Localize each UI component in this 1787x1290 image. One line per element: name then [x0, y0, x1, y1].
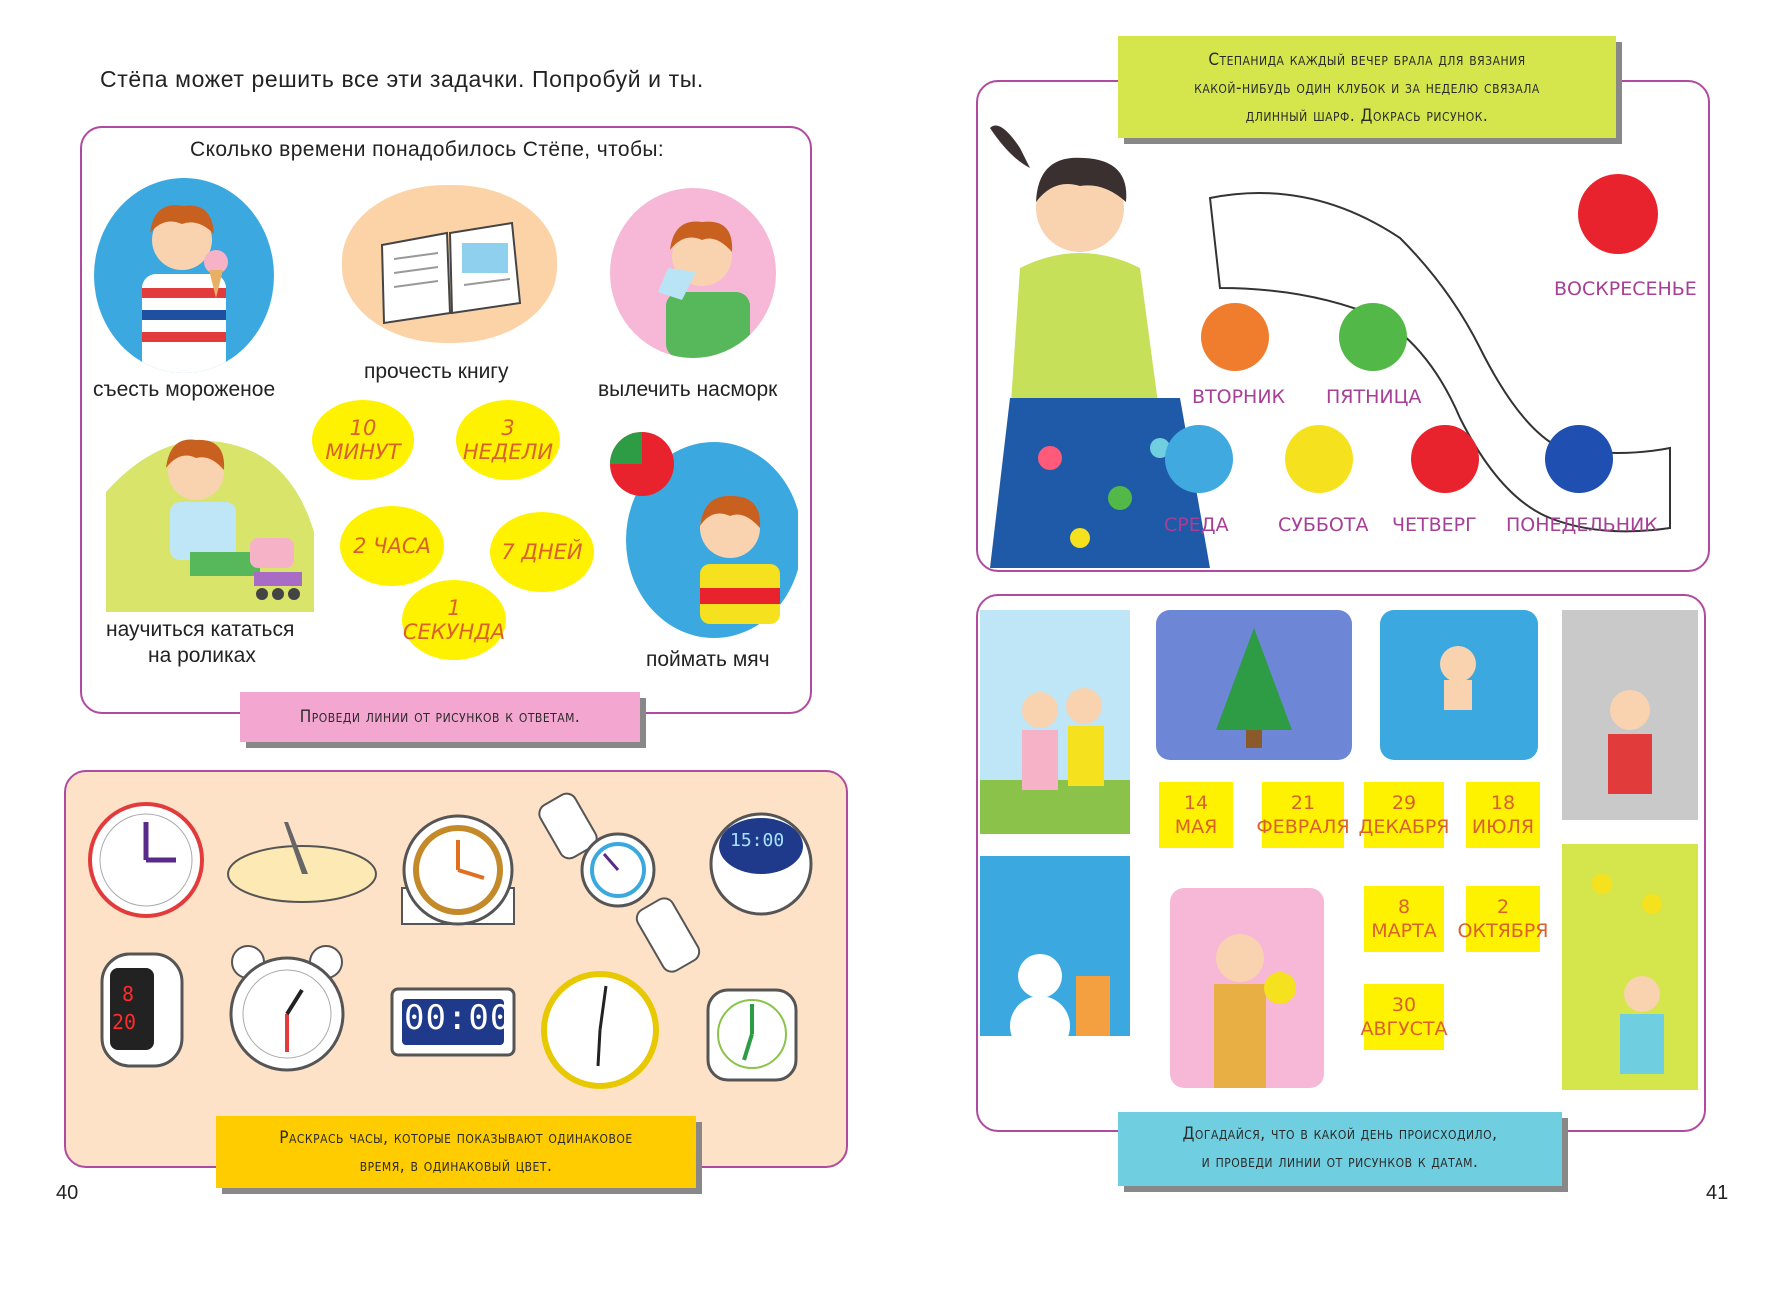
mantel-clock-icon[interactable] — [396, 804, 520, 928]
yarn-label-monday: ПОНЕДЕЛЬНИК — [1506, 514, 1658, 536]
answer-value: 2 ЧАСА — [353, 534, 431, 558]
sundial-icon[interactable] — [224, 814, 380, 910]
task1-instruction-banner — [240, 692, 640, 742]
task2-instruction-line1: Раскрась часы, которые показывают одинаковое — [279, 1128, 633, 1148]
task2-instruction-line2: время, в одинаковый цвет. — [359, 1156, 553, 1176]
open-book-illustration[interactable] — [342, 185, 557, 343]
activity-label-rollerblades-line1: научиться кататься — [106, 618, 295, 641]
date-month: МАРТА — [1371, 920, 1437, 942]
digital-clock-time-1500: 15:00 — [730, 830, 785, 851]
yarn-ball-wednesday[interactable] — [1162, 422, 1236, 496]
date-day: 2 — [1496, 896, 1510, 918]
autumn-leaves-illustration[interactable] — [1562, 610, 1698, 820]
date-day: 8 — [1397, 896, 1411, 918]
answer-bubble-10-minutes[interactable] — [312, 400, 414, 480]
activity-label-book: прочесть книгу — [364, 360, 509, 383]
date-box-8-march[interactable] — [1364, 886, 1444, 952]
yellow-rim-clock-icon[interactable] — [540, 970, 660, 1090]
task3-text-line2: какой-нибудь один клубок и за неделю связала — [1194, 78, 1540, 98]
yarn-ball-tuesday[interactable] — [1198, 300, 1272, 374]
answer-value: 7 ДНЕЙ — [501, 540, 583, 564]
yarn-label-friday: ПЯТНИЦА — [1326, 386, 1422, 408]
activity-label-runny-nose: вылечить насморк — [598, 378, 778, 401]
task4-instruction-line2: и проведи линии от рисунков к датам. — [1201, 1152, 1479, 1172]
answer-bubble-7-days[interactable] — [490, 512, 594, 592]
digital-display-time: 00:00 — [404, 998, 512, 1038]
boy-catching-ball-illustration[interactable] — [604, 430, 798, 640]
yarn-ball-friday[interactable] — [1336, 300, 1410, 374]
date-month: ДЕКАБРЯ — [1358, 816, 1450, 838]
date-box-30-august[interactable] — [1360, 984, 1448, 1050]
apple-tree-illustration[interactable] — [1562, 844, 1698, 1090]
yarn-ball-saturday[interactable] — [1282, 422, 1356, 496]
digital-wristband-icon[interactable] — [96, 948, 188, 1072]
date-month: АВГУСТА — [1360, 1018, 1448, 1040]
answer-bubble-2-hours[interactable] — [340, 506, 444, 586]
yarn-label-thursday: ЧЕТВЕРГ — [1392, 514, 1477, 536]
answer-unit: НЕДЕЛИ — [462, 440, 554, 464]
date-box-21-february[interactable] — [1256, 782, 1350, 848]
task4-instruction-banner — [1118, 1112, 1562, 1186]
date-day: 14 — [1183, 792, 1209, 814]
date-box-29-december[interactable] — [1358, 782, 1450, 848]
activity-label-rollerblades-line2: на роликах — [148, 644, 256, 667]
page-number-left: 40 — [56, 1182, 79, 1204]
woman-with-mimosa-illustration[interactable] — [1170, 888, 1324, 1088]
spring-blossom-illustration[interactable] — [980, 610, 1130, 834]
alarm-clock-icon[interactable] — [222, 942, 352, 1082]
answer-value: 10 — [349, 416, 377, 440]
yarn-ball-monday[interactable] — [1542, 422, 1616, 496]
date-day: 29 — [1391, 792, 1417, 814]
christmas-tree-illustration[interactable] — [1156, 610, 1352, 760]
date-box-14-may[interactable] — [1159, 782, 1233, 848]
task1-instruction-text: Проведи линии от рисунков к ответам. — [299, 707, 581, 727]
wristband-hours: 8 — [122, 982, 135, 1006]
task3-text-line1: Степанида каждый вечер брала для вязания — [1208, 50, 1526, 70]
answer-value: 1 — [447, 596, 461, 620]
intro-text: Стёпа может решить все эти задачки. Попробуй и ты. — [100, 66, 704, 92]
yarn-label-tuesday: ВТОРНИК — [1192, 386, 1286, 408]
wristwatch-icon[interactable] — [528, 790, 708, 980]
activity-label-ice-cream: съесть мороженое — [93, 378, 276, 401]
boy-on-rollerblades-illustration[interactable] — [100, 412, 320, 612]
yarn-ball-sunday[interactable] — [1574, 170, 1662, 258]
date-month: ОКТЯБРЯ — [1457, 920, 1549, 942]
digital-round-clock-icon[interactable] — [706, 806, 816, 916]
boy-with-handkerchief-illustration[interactable] — [610, 188, 776, 358]
task3-text-line3: длинный шарф. Докрась рисунок. — [1245, 106, 1489, 126]
activity-label-ball: поймать мяч — [646, 648, 770, 671]
yarn-label-sunday: ВОСКРЕСЕНЬЕ — [1554, 278, 1697, 300]
date-month: ИЮЛЯ — [1471, 816, 1535, 838]
page-number-right: 41 — [1706, 1182, 1729, 1204]
task4-instruction-line1: Догадайся, что в какой день происходило, — [1182, 1124, 1498, 1144]
answer-value: 3 — [501, 416, 515, 440]
yarn-label-wednesday: СРЕДА — [1164, 514, 1229, 536]
date-day: 21 — [1290, 792, 1316, 814]
snowman-illustration[interactable] — [980, 856, 1130, 1082]
yarn-ball-thursday[interactable] — [1408, 422, 1482, 496]
date-month: ФЕВРАЛЯ — [1256, 816, 1350, 838]
swimming-boy-illustration[interactable] — [1380, 610, 1538, 760]
date-month: МАЯ — [1174, 816, 1218, 838]
date-day: 18 — [1490, 792, 1516, 814]
answer-bubble-3-weeks[interactable] — [456, 400, 560, 480]
date-box-18-july[interactable] — [1466, 782, 1540, 848]
date-day: 30 — [1391, 994, 1417, 1016]
answer-unit: МИНУТ — [325, 440, 401, 464]
yarn-label-saturday: СУББОТА — [1278, 514, 1369, 536]
answer-unit: СЕКУНДА — [402, 620, 506, 644]
task2-instruction-banner — [216, 1116, 696, 1188]
answer-bubble-1-second[interactable] — [402, 580, 506, 660]
green-travel-clock-icon[interactable] — [704, 980, 800, 1084]
boy-eating-ice-cream-illustration[interactable] — [94, 178, 274, 373]
wall-clock-icon[interactable] — [86, 800, 206, 920]
wristband-minutes: 20 — [112, 1010, 137, 1034]
task-question: Сколько времени понадобилось Стёпе, чтобы: — [190, 138, 665, 161]
date-box-2-october[interactable] — [1457, 886, 1549, 952]
